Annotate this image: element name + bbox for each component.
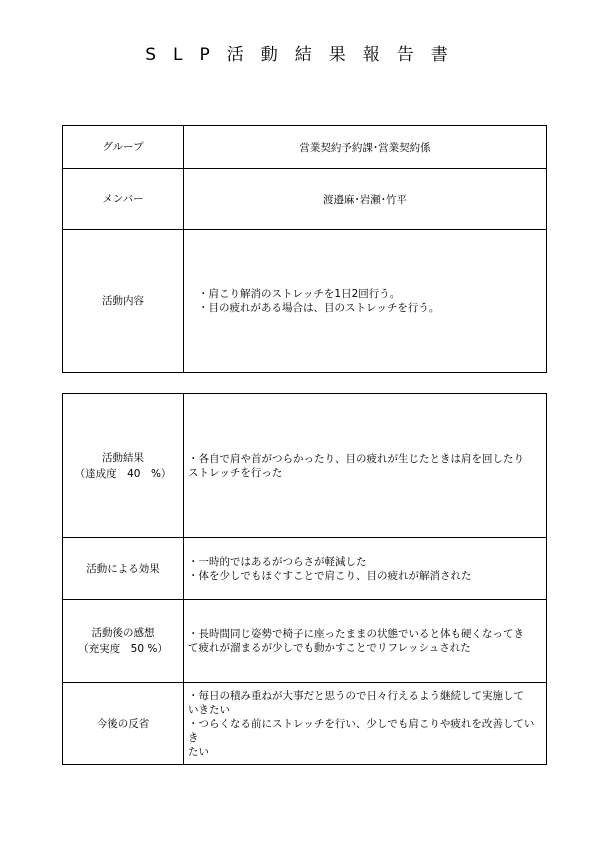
content-line-2: ・目の疲れがある場合は、目のストレッチを行う。 bbox=[198, 302, 440, 314]
group-row bbox=[63, 126, 547, 169]
result-label: 活動結果 bbox=[102, 451, 144, 464]
effect-label: 活動による効果 bbox=[63, 538, 184, 600]
activity-result-table bbox=[62, 393, 547, 765]
result-achievement: （達成度 40 %） bbox=[74, 467, 172, 480]
activity-info-table bbox=[62, 125, 547, 373]
impression-line-2: て疲れが溜まるが少しでも動かすことでリフレッシュされた bbox=[188, 642, 471, 654]
content-line-1: ・肩こり解消のストレッチを1日2回行う。 bbox=[198, 288, 401, 300]
effect-row bbox=[63, 538, 547, 600]
reflection-row bbox=[63, 683, 547, 765]
reflection-line-3: ・つらくなる前にストレッチを行い、少しでも肩こりや疲れを改善していき bbox=[188, 717, 535, 744]
reflection-line-4: たい bbox=[188, 745, 209, 758]
result-label-cell bbox=[63, 394, 184, 538]
content-row bbox=[63, 230, 547, 373]
member-label: メンバー bbox=[63, 169, 184, 230]
group-value: 営業契約予約課･営業契約係 bbox=[184, 126, 547, 169]
impression-label-cell bbox=[63, 600, 184, 683]
result-row bbox=[63, 394, 547, 538]
impression-fulfillment: （充実度 50 %） bbox=[78, 643, 168, 655]
reflection-value bbox=[184, 683, 547, 765]
group-label: グループ bbox=[63, 126, 184, 169]
document-title: SLP活動結果報告書 bbox=[145, 45, 465, 65]
content-label: 活動内容 bbox=[63, 230, 184, 373]
impression-row bbox=[63, 600, 547, 683]
effect-value bbox=[184, 538, 547, 600]
member-value: 渡邉麻･岩瀬･竹平 bbox=[184, 169, 547, 230]
effect-line-2: ・体を少しでもほぐすことで肩こり、目の疲れが解消された bbox=[188, 569, 472, 582]
result-line-2: ストレッチを行った bbox=[188, 466, 283, 479]
reflection-label: 今後の反省 bbox=[63, 683, 184, 765]
result-value bbox=[184, 394, 547, 538]
member-row bbox=[63, 169, 547, 230]
content-value bbox=[184, 230, 547, 373]
impression-label: 活動後の感想 bbox=[91, 627, 155, 639]
effect-line-1: ・一時的ではあるがつらさが軽減した bbox=[188, 555, 367, 568]
reflection-line-1: ・毎日の積み重ねが大事だと思うので日々行えるよう継続して実施して bbox=[188, 689, 524, 702]
reflection-line-2: いきたい bbox=[188, 703, 230, 716]
impression-value bbox=[184, 600, 547, 683]
impression-line-1: ・長時間同じ姿勢で椅子に座ったままの状態でいると体も硬くなってき bbox=[188, 628, 524, 640]
result-line-1: ・各自で肩や首がつらかったり、目の疲れが生じたときは肩を回したり bbox=[188, 452, 524, 465]
